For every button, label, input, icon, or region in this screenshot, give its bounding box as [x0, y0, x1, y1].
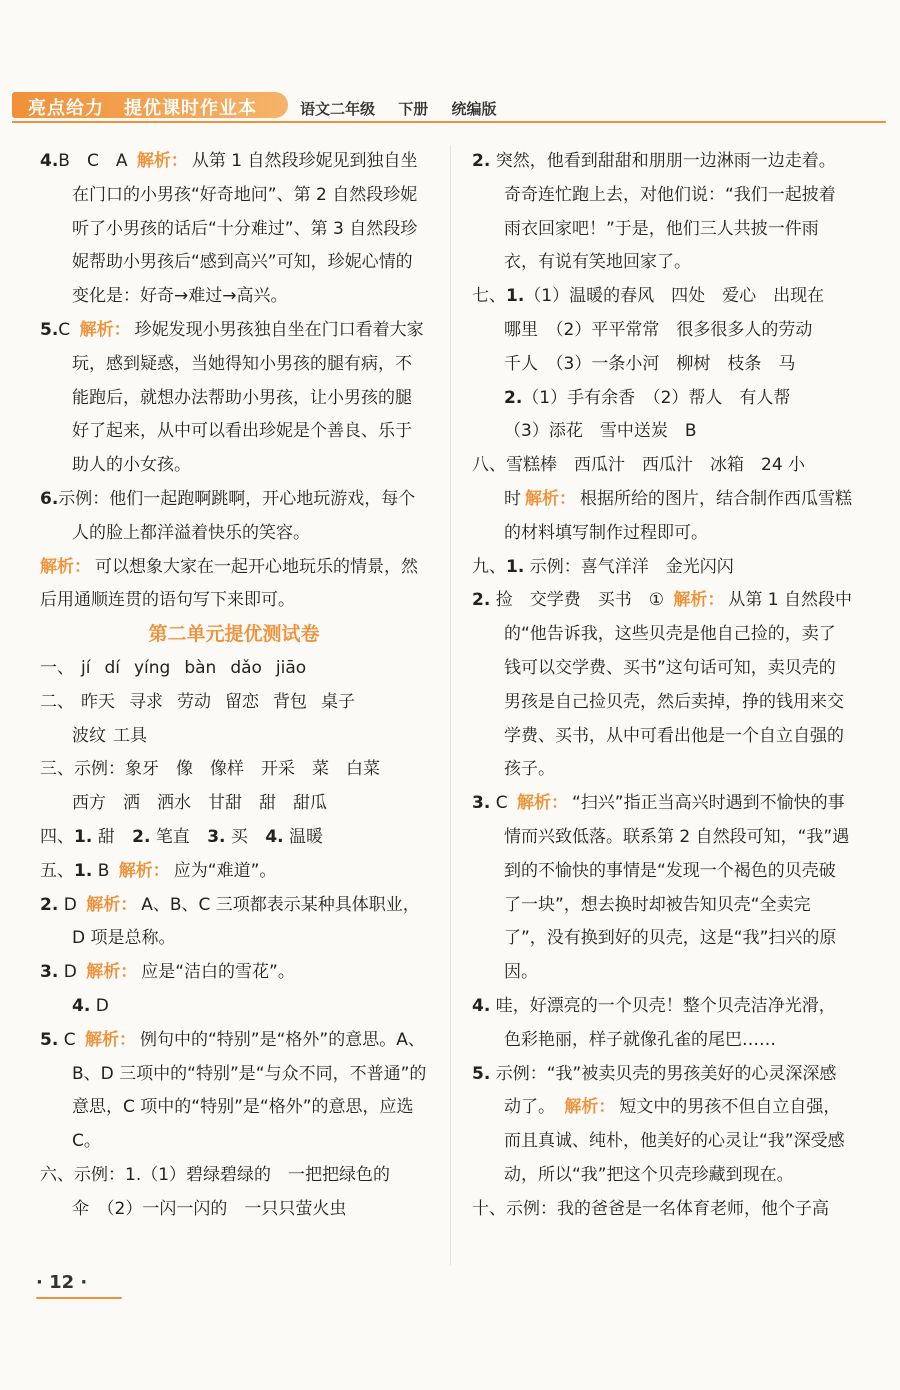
page-number-underline [36, 1297, 122, 1299]
answer-item: 6.示例：他们一起跑啊跳啊，开心地玩游戏，每个人的脸上都洋溢着快乐的笑容。 [40, 488, 416, 543]
answer-item: 5. 示例：“我”被卖贝壳的男孩美好的心灵深深感动了。 解析： 短文中的男孩不但自立自强，而且真诚、纯朴，他美好的心灵让“我”深受感动，所以“我”把这个贝壳珍藏到现在。 [472, 1063, 845, 1185]
section-10: 十、示例：我的爸爸是一名体育老师，他个子高 [472, 1198, 829, 1219]
analysis-label: 解析： [564, 1097, 616, 1118]
section-4: 四、1. 甜 2. 笔直 3. 买 4. 温暖 [40, 826, 324, 847]
analysis-label: 解析： [40, 556, 91, 577]
answer-item: 4.B C A 解析： 从第 1 自然段珍妮见到独自坐在门口的小男孩“好奇地问”、第 2 自然段珍妮听了小男孩的话后“十分难过”、第 3 自然段珍妮帮助小男孩后“感到高兴”可知，珍妮心情的变化是：好奇→难过→高兴。 [40, 151, 418, 307]
volume: 下册 [398, 100, 429, 118]
right-column: 2. 突然，他看到甜甜和朋朋一边淋雨一边走着。奇奇连忙跑上去，对他们说：“我们一起披着雨衣回家吧！”于是，他们三人共披一件雨衣，有说有笑地回家了。 七、1.（1）温暖的春风 四处 爱心 出现在 哪里 （2）平平常常 很多很多人的劳动 千人 （3）一条小河 柳树 枝条 马 2.（1）手有余香 （2）帮人 有人帮 （3）添花 雪中送炭 B 八、雪糕棒 西瓜汁 西瓜汁 冰箱 24 小 时 解析： 根据所给的图片，结合制作西瓜雪糕的材料填写制作过程即可。 九、1. 示例：喜气洋洋 金光闪闪 2. 捡 交学费 买书 ① 解析： 从第 1 自然段中的“他告诉我，这些贝壳是他自己捡的，卖了钱可以交学费、买书”这句话可知，卖贝壳的男孩是自己捡贝壳，然后卖掉，挣的钱用来交学费、买书，从中可看出他是一个自立自强的孩子。 3. C 解析： “扫兴”指正当高兴时遇到不愉快的事情而兴致低落。联系第 2 自然段可知，“我”遇到的不愉快的事情是“发现一个褐色的贝壳破了一块”，想去换时却被告知贝壳“全卖完了”，没有换到好的贝壳，这是“我”扫兴的原因。 4. 哇，好漂亮的一个贝壳！整个贝壳洁净光滑，色彩艳丽，样子就像孔雀的尾巴…… 5. 示例：“我”被卖贝壳的男孩美好的心灵深深感动了。 解析： 短文中的男孩不但自立自强，而且真诚、纯朴，他美好的心灵让“我”深受感动，所以“我”把这个贝壳珍藏到现在。 十、示例：我的爸爸是一名体育老师，他个子高 [472, 145, 852, 1227]
analysis-label: 解析： [516, 793, 568, 814]
section-title: 第二单元提优测试卷 [148, 623, 320, 646]
analysis-label: 解析： [136, 151, 188, 171]
answer-item: 5. C 解析： 例句中的“特别”是“格外”的意思。A、B、D 三项中的“特别”是“与众不同，不普通”的意思，C 项中的“特别”是“格外”的意思，应选 C。 [40, 1029, 427, 1152]
section-8: 八、雪糕棒 西瓜汁 西瓜汁 冰箱 24 小 [472, 455, 806, 476]
section-3: 三、示例：象牙 像 像样 开采 菜 白菜 [40, 759, 380, 780]
analysis-label: 解析： [673, 590, 725, 611]
left-column [40, 145, 428, 1227]
book-info [300, 98, 515, 119]
page-number: · 12 · [36, 1272, 88, 1293]
section-3-cont: 西方 洒 洒水 甘甜 甜 甜瓜 [72, 793, 327, 814]
section-5: 五、1. B 解析： 应为“难道”。 [40, 860, 277, 881]
analysis-label: 解析： [525, 488, 576, 509]
section-6-cont: 伞 （2）一闪一闪的 一只只萤火虫 [72, 1198, 347, 1219]
analysis-label: 解析： [79, 319, 131, 340]
grade-subject: 语文二年级 [300, 100, 376, 118]
page-header [12, 88, 886, 124]
answer-item: 3. D 解析： 应是“洁白的雪花”。 [40, 962, 295, 983]
analysis-label: 解析： [86, 962, 138, 983]
answer-item: 2. 突然，他看到甜甜和朋朋一边淋雨一边走着。奇奇连忙跑上去，对他们说：“我们一起披着雨衣回家吧！”于是，他们三人共披一件雨衣，有说有笑地回家了。 [472, 151, 836, 273]
analysis-item: 解析： 可以想象大家在一起开心地玩乐的情景，然后用通顺连贯的语句写下来即可。 [40, 556, 418, 611]
column-divider [450, 145, 451, 1265]
answer-item: 4. D [72, 995, 109, 1016]
header-rule [12, 121, 886, 123]
brand-name: 亮点给力 [28, 98, 104, 119]
analysis-label: 解析： [84, 1029, 136, 1050]
answer-item: 3. C 解析： “扫兴”指正当高兴时遇到不愉快的事情而兴致低落。联系第 2 自然段可知，“我”遇到的不愉快的事情是“发现一个褐色的贝壳破了一块”，想去换时却被告知贝壳“全卖完了”，没有换到好的贝壳，这是“我”扫兴的原因。 [472, 793, 850, 983]
section-9: 九、1. 示例：喜气洋洋 金光闪闪 [472, 556, 734, 577]
answer-item: 4. 哇，好漂亮的一个贝壳！整个贝壳洁净光滑，色彩艳丽，样子就像孔雀的尾巴…… [472, 995, 836, 1050]
analysis-label: 解析： [86, 894, 138, 915]
section-7: 七、1.（1）温暖的春风 四处 爱心 出现在 [472, 286, 825, 307]
section-2: 二、 昨天 寻求 劳动 留恋 背包 桌子 [40, 691, 355, 712]
answer-item: 2. D 解析： A、B、C 三项都表示某种具体职业，D 项是总称。 [40, 894, 420, 949]
answer-item: 2. 捡 交学费 买书 ① 解析： 从第 1 自然段中的“他告诉我，这些贝壳是他自己捡的，卖了钱可以交学费、买书”这句话可知，卖贝壳的男孩是自己捡贝壳，然后卖掉，挣的钱用来交学费、买书，从中可看出他是一个自立自强的孩子。 [472, 590, 852, 780]
answer-item: 2.（1）手有余香 （2）帮人 有人帮 [504, 387, 791, 408]
analysis-label: 解析： [118, 860, 170, 881]
section-6: 六、示例：1.（1）碧绿碧绿的 一把把绿色的 [40, 1164, 391, 1185]
section-2-cont: 波纹 工具 [72, 725, 147, 746]
answer-item: 5.C 解析： 珍妮发现小男孩独自坐在门口看着大家玩，感到疑惑，当她得知小男孩的腿有病，不能跑后，就想办法帮助小男孩，让小男孩的腿好了起来，从中可以看出珍妮是个善良、乐于助人的小女孩。 [40, 319, 424, 476]
edition: 统编版 [451, 100, 497, 118]
section-1: 一、 jí dí yíng bàn dǎo jiāo [40, 657, 307, 678]
book-subtitle: 提优课时作业本 [124, 98, 257, 119]
